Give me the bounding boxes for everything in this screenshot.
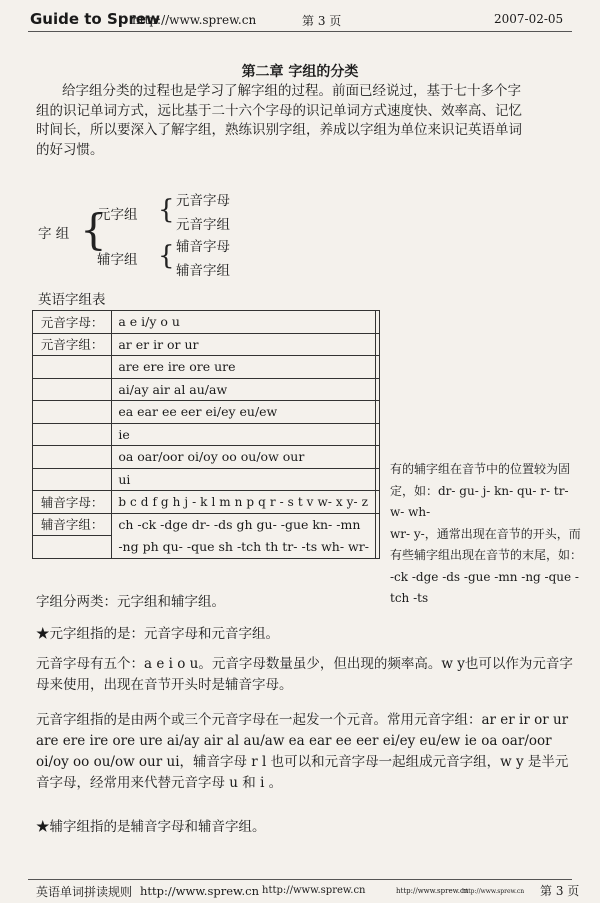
table-row-label: [33, 356, 112, 379]
tree-consonant-brace: {: [158, 241, 175, 271]
footer-url: http://www.sprew.cn: [262, 885, 366, 896]
intro-line: 时间长，所以要深入了解字组，熟练识别字组，养成以字组为单位来识记英语单词: [36, 122, 522, 138]
table-row-label: 元音字母：: [33, 311, 112, 334]
tree-vowel-child: 元音字母: [176, 193, 230, 209]
table-row-value: b c d f g h j - k l m n p q r - s t v w- x y- z: [112, 491, 376, 514]
footer-url: http://www.sprew.cn: [462, 888, 525, 895]
table-row-value: ui: [112, 468, 376, 491]
table-row: [33, 468, 380, 491]
intro-line: 的好习惯。: [36, 141, 104, 158]
table-row-value: ar er ir or ur: [112, 333, 376, 356]
paragraph-vowel-group-def: ★元字组指的是：元音字母和元音字组。: [36, 626, 279, 642]
header-brand: Guide to Sprew: [30, 10, 160, 28]
table-row-value: ch -ck -dge dr- -ds gh gu- -gue kn- -mn: [112, 513, 376, 536]
header-date: 2007-02-05: [494, 12, 564, 26]
table-row: [33, 401, 380, 424]
header-divider: [28, 31, 572, 32]
table-row-value: are ere ire ore ure: [112, 356, 376, 379]
side-note-line: 定，如：dr- gu- j- kn- qu- r- tr- w- wh-: [390, 483, 569, 519]
table-row-value: oa oar/oor oi/oy oo ou/ow our: [112, 446, 376, 469]
paragraph-two-types: 字组分两类：元字组和辅字组。: [36, 594, 225, 610]
footer-url: http://www.sprew.cn: [140, 884, 260, 898]
footer-url: http://www.sprew.cn: [396, 887, 469, 895]
table-row-label: 辅音字组：: [33, 513, 112, 536]
table-row-label: [33, 536, 112, 559]
table-row-label: 辅音字母：: [33, 491, 112, 514]
table-row: [33, 423, 380, 446]
table-row-label: 元音字组：: [33, 333, 112, 356]
table-row-label: [33, 468, 112, 491]
chapter-title: 第二章 字组的分类: [241, 64, 359, 80]
header-page-number: 第 3 页: [302, 14, 342, 28]
paragraph-vowel-combinations: 元音字组指的是由两个或三个元音字母在一起发一个元音。常用元音字组：ar er ir or ur are ere ire ore ure ai/ay air al au/aw ea ear ee eer ei/ey eu/ew ie oa oar/oor oi/oy oo ou/ow our ui，辅音字母 r l 也可以和元音字母一起组成元音字组，w y 是半元音字母，经常用来代替元音字母 u 和 i 。: [36, 712, 569, 791]
intro-line: 给字组分类的过程也是学习了解字组的过程。前面已经说过，基于七十多个字: [62, 83, 521, 99]
table-row: [33, 491, 380, 514]
table-row: [33, 311, 380, 334]
intro-paragraph: [36, 82, 576, 160]
table-row-value: -ng ph qu- -que sh -tch th tr- -ts wh- wr-: [112, 536, 376, 559]
intro-line: 组的识记单词方式，远比基于二十六个字母的识记单词方式速度快、效率高、记忆: [36, 102, 522, 119]
tree-root-label: 字 组: [38, 226, 70, 242]
paragraph-consonant-group-def: ★辅字组指的是辅音字母和辅音字组。: [36, 819, 266, 835]
table-row-label: [33, 401, 112, 424]
side-note-line: 有些辅字组出现在音节的末尾，如：: [390, 548, 583, 562]
letter-group-table: [32, 310, 380, 559]
table-row-label: [33, 423, 112, 446]
table-row: [33, 536, 380, 559]
tree-consonant-child: 辅音字母: [176, 239, 230, 255]
tree-consonant-group-label: 辅字组: [97, 252, 138, 268]
tree-vowel-child: 元音字组: [176, 217, 230, 233]
footer-page-number: 第 3 页: [540, 884, 580, 898]
footer-title: 英语单词拼读规则: [36, 885, 133, 899]
table-row: [33, 446, 380, 469]
table-row: [33, 513, 380, 536]
header-url: http://www.sprew.cn: [132, 13, 257, 27]
table-row-value: a e i/y o u: [112, 311, 376, 334]
table-row-value: ai/ay air al au/aw: [112, 378, 376, 401]
tree-vowel-brace: {: [158, 195, 175, 225]
tree-root-brace: {: [80, 205, 107, 254]
tree-vowel-group-label: 元字组: [97, 207, 138, 223]
side-note-line: wr- y-，通常出现在音节的开头，而: [390, 526, 581, 541]
table-row: [33, 356, 380, 379]
side-note-line: 有的辅字组在音节中的位置较为固: [390, 462, 571, 476]
table-row-value: ea ear ee eer ei/ey eu/ew: [112, 401, 376, 424]
footer-divider: [28, 879, 572, 880]
paragraph-vowel-letters: 元音字母有五个：a e i o u。元音字母数量虽少，但出现的频率高。w y也可以作为元音字母来使用，出现在音节开头时是辅音字母。: [36, 656, 573, 693]
table-row-label: [33, 378, 112, 401]
side-note-line: -ck -dge -ds -gue -mn -ng -que -tch -ts: [390, 569, 579, 605]
table-row-value: ie: [112, 423, 376, 446]
table-title: 英语字组表: [38, 292, 106, 308]
side-note: [390, 459, 582, 610]
table-row: [33, 378, 380, 401]
tree-consonant-child: 辅音字组: [176, 263, 230, 279]
table-row-label: [33, 446, 112, 469]
table-row: [33, 333, 380, 356]
